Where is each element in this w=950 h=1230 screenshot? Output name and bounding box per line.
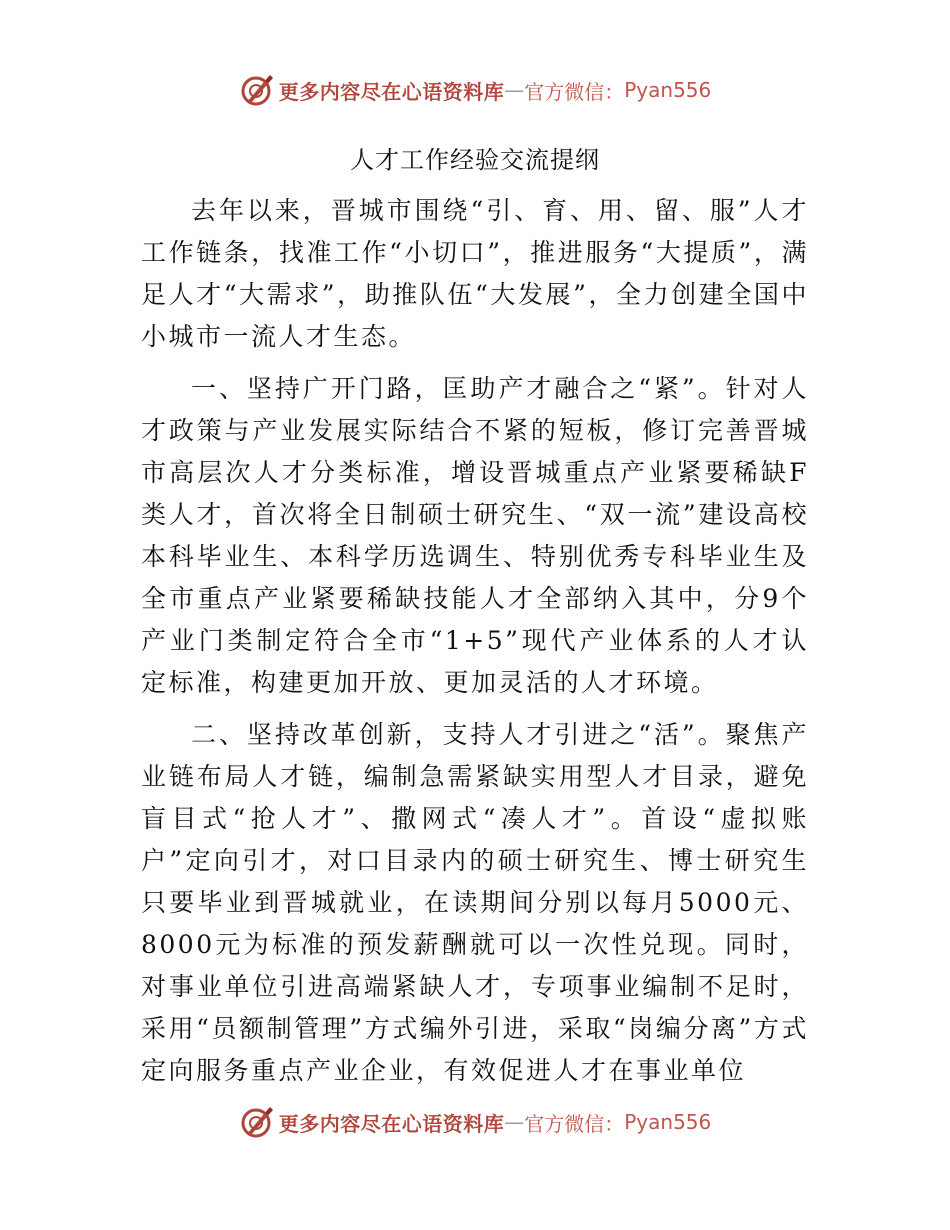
paragraph-intro: 去年以来，晋城市围绕“引、育、用、留、服”人才工作链条，找准工作“小切口”，推进服务“大提质”，满足人才“大需求”，助推队伍“大发展”，全力创建全国中小城市一流人才生态。 xyxy=(141,196,809,351)
document-body xyxy=(141,140,809,1102)
footer-watermark-banner xyxy=(0,1102,950,1142)
header-wechat-id: Pyan556 xyxy=(624,78,712,102)
footer-brand-text: 更多内容尽在心语资料库 xyxy=(278,1111,505,1136)
paragraph-section-2: 二、坚持改革创新，支持人才引进之“活”。聚焦产业链布局人才链，编制急需紧缺实用型人才目录，避免盲目式“抢人才”、撒网式“凑人才”。首设“虚拟账户”定向引才，对口目录内的硕士研究生、博士研究生只要毕业到晋城就业，在读期间分别以每月5000元、8000元为标准的预发薪酬就可以一次性兑现。同时，对事业单位引进高端紧缺人才，专项事业编制不足时，采用“员额制管理”方式编外引进，采取“岗编分离”方式定向服务重点产业企业，有效促进人才在事业单位 xyxy=(141,720,809,1085)
quill-logo-icon xyxy=(239,1104,275,1140)
header-brand-text: 更多内容尽在心语资料库 xyxy=(278,79,505,104)
quill-logo-icon xyxy=(239,72,275,108)
footer-wechat-id: Pyan556 xyxy=(624,1110,712,1134)
footer-separator: — xyxy=(504,1110,525,1134)
header-separator: — xyxy=(504,78,525,102)
header-wechat-label: 官方微信： xyxy=(524,79,625,104)
paragraph-section-1: 一、坚持广开门路，匡助产才融合之“紧”。针对人才政策与产业发展实际结合不紧的短板，修订完善晋城市高层次人才分类标准，增设晋城重点产业紧要稀缺F类人才，首次将全日制硕士研究生、“双一流”建设高校本科毕业生、本科学历选调生、特别优秀专科毕业生及全市重点产业紧要稀缺技能人才全部纳入其中，分9个产业门类制定符合全市“1+5”现代产业体系的人才认定标准，构建更加开放、更加灵活的人才环境。 xyxy=(141,374,809,697)
header-watermark-banner xyxy=(0,70,950,110)
document-title: 人才工作经验交流提纲 xyxy=(350,146,600,174)
footer-wechat-label: 官方微信： xyxy=(524,1111,625,1136)
